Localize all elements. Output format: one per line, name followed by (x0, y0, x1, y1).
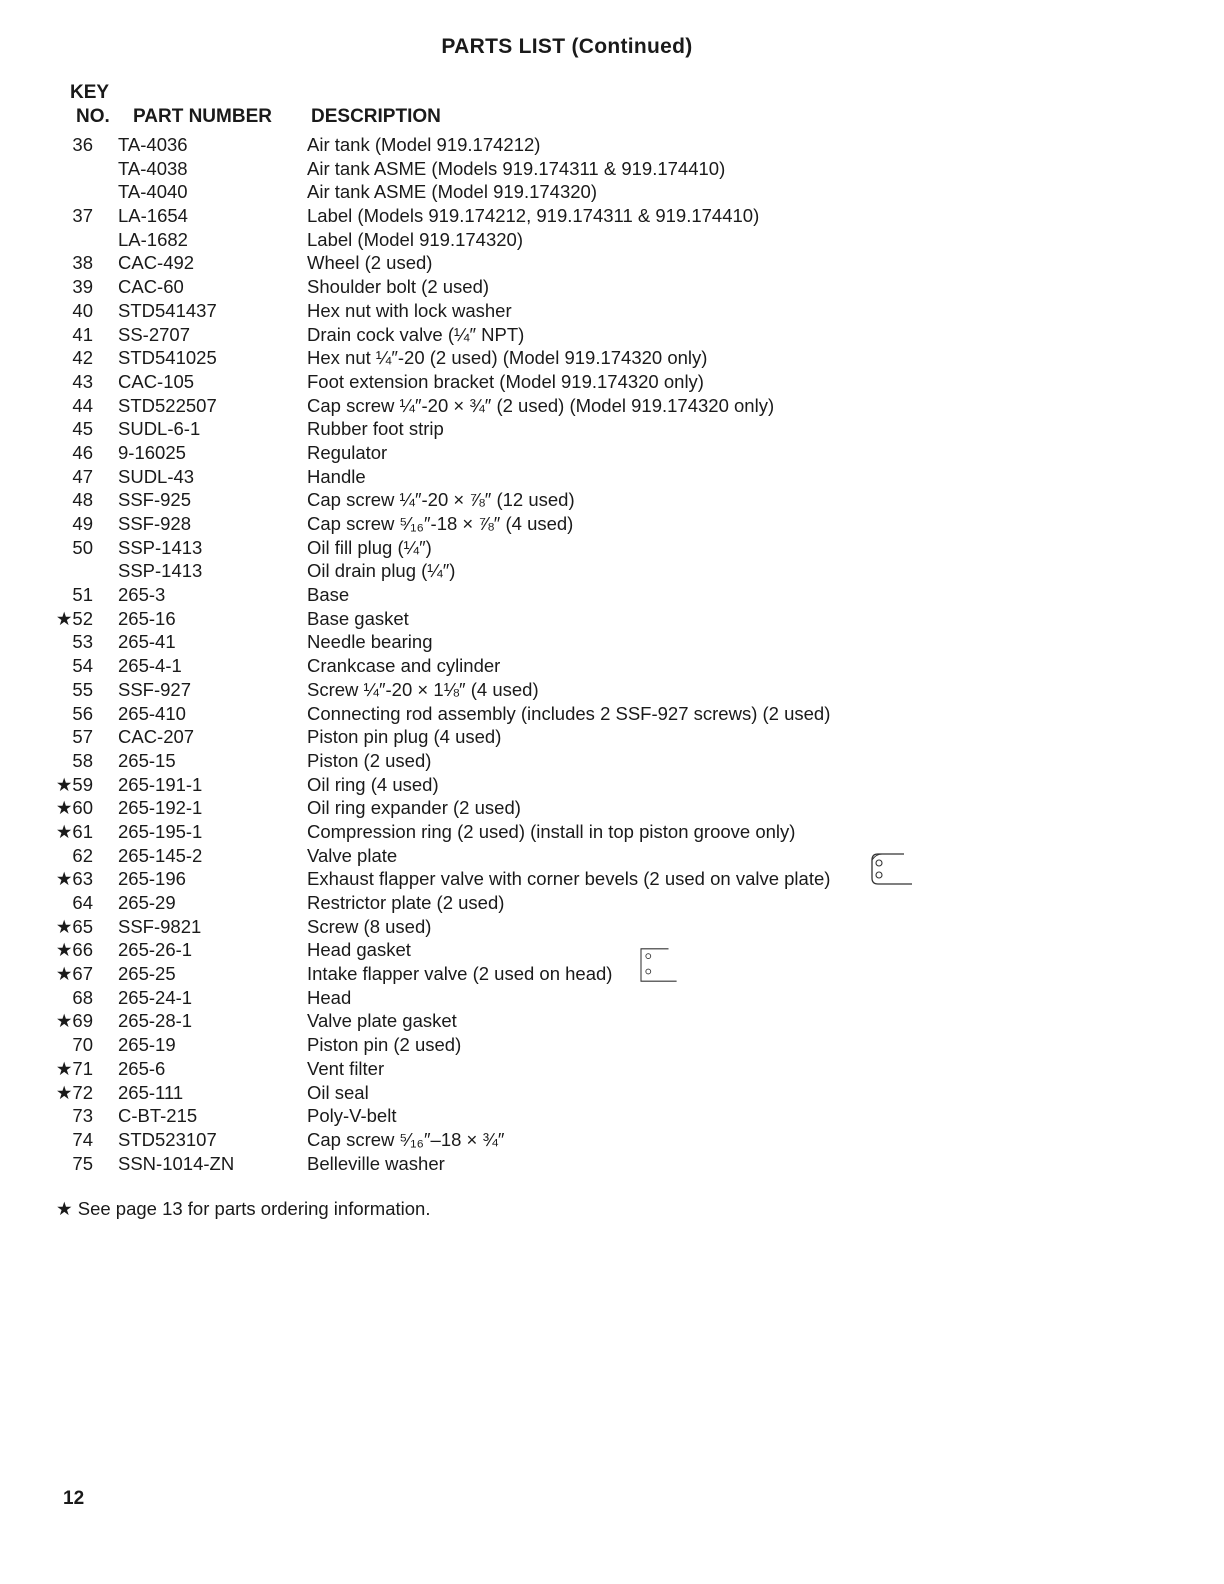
parts-row (0, 583, 1224, 607)
parts-row (0, 251, 1224, 275)
key-number: 42 (72, 347, 93, 369)
parts-row (0, 370, 1224, 394)
parts-row (0, 1152, 1224, 1176)
parts-row (0, 488, 1224, 512)
exhaust-flapper-valve-icon (868, 851, 912, 885)
part-number: SUDL-43 (118, 465, 195, 487)
part-description: Wheel (2 used) (307, 252, 433, 274)
part-description: Crankcase and cylinder (307, 655, 501, 677)
parts-row (0, 1057, 1224, 1081)
part-number: 265-16 (118, 607, 176, 629)
parts-row (0, 157, 1224, 181)
part-number: LA-1654 (118, 205, 188, 227)
part-number: 265-29 (118, 892, 176, 913)
parts-row (0, 228, 1224, 252)
parts-row (0, 630, 1224, 654)
part-number: C-BT-215 (118, 1105, 198, 1127)
key-number: 43 (72, 370, 93, 392)
key-number: 70 (72, 1034, 93, 1056)
part-number: STD541025 (118, 347, 217, 369)
part-description: Drain cock valve (¼″ NPT) (307, 323, 525, 345)
key-number: ★59 (55, 773, 93, 795)
parts-row (0, 607, 1224, 631)
key-number: 40 (72, 299, 93, 321)
part-description: Head (307, 986, 352, 1008)
part-description: Air tank (Model 919.174212) (307, 134, 541, 155)
part-number: STD541437 (118, 299, 217, 321)
parts-row (0, 962, 1224, 986)
part-description: Valve plate gasket (307, 1010, 457, 1032)
part-description: Connecting rod assembly (includes 2 SSF-927 screws) (2 used) (307, 702, 831, 724)
parts-row (0, 394, 1224, 418)
key-number: 57 (72, 726, 93, 748)
part-description: Air tank ASME (Models 919.174311 & 919.174410) (307, 157, 726, 179)
key-number: 38 (72, 252, 93, 274)
parts-row (0, 1009, 1224, 1033)
header-part-number: PART NUMBER (133, 106, 272, 127)
part-description: Restrictor plate (2 used) (307, 892, 505, 913)
part-description: Hex nut ¼″-20 (2 used) (Model 919.174320 only) (307, 347, 708, 369)
part-number: SSP-1413 (118, 560, 203, 582)
parts-row (0, 1104, 1224, 1128)
key-number: ★71 (55, 1057, 93, 1079)
part-number: TA-4040 (118, 181, 188, 203)
key-number: 41 (72, 323, 93, 345)
part-description: Vent filter (307, 1057, 385, 1079)
key-number: 47 (72, 465, 93, 487)
part-number: CAC-207 (118, 726, 195, 748)
part-number: 265-4-1 (118, 655, 182, 677)
parts-row (0, 465, 1224, 489)
part-number: 265-28-1 (118, 1010, 193, 1032)
key-number: 53 (72, 631, 93, 653)
part-number: 265-195-1 (118, 820, 203, 842)
part-number: 265-192-1 (118, 797, 203, 819)
parts-row (0, 891, 1224, 915)
key-number: ★61 (55, 820, 93, 842)
part-number: STD522507 (118, 394, 217, 416)
part-description: Screw (8 used) (307, 915, 432, 937)
part-number: TA-4038 (118, 157, 188, 179)
part-number: SUDL-6-1 (118, 418, 201, 440)
parts-row (0, 938, 1224, 962)
part-description: Base (307, 584, 350, 606)
part-description: Cap screw ¼″-20 × ¾″ (2 used) (Model 919.174320 only) (307, 394, 775, 416)
key-number: ★52 (55, 607, 93, 629)
part-number: SSF-927 (118, 678, 192, 700)
part-number: 265-19 (118, 1034, 176, 1056)
page-number: 12 (63, 1488, 85, 1509)
part-number: LA-1682 (118, 228, 188, 250)
part-number: TA-4036 (118, 134, 188, 155)
key-number: 48 (72, 489, 93, 511)
parts-row (0, 678, 1224, 702)
key-number: 64 (72, 892, 93, 913)
parts-row (0, 536, 1224, 560)
part-description: Needle bearing (307, 631, 433, 653)
part-number: 265-24-1 (118, 986, 193, 1008)
key-number: ★65 (55, 915, 93, 937)
part-description: Rubber foot strip (307, 418, 444, 440)
part-number: SSN-1014-ZN (118, 1152, 235, 1174)
key-number: 49 (72, 513, 93, 534)
key-number: 44 (72, 394, 93, 416)
key-number: ★66 (55, 939, 93, 961)
part-description: Base gasket (307, 607, 409, 629)
part-number: STD523107 (118, 1128, 217, 1150)
key-number: 46 (72, 441, 93, 463)
parts-row (0, 417, 1224, 441)
parts-row (0, 867, 1224, 891)
part-number: 9-16025 (118, 441, 186, 463)
intake-flapper-valve-icon (636, 948, 680, 982)
key-number: 62 (72, 844, 93, 866)
header-key-line1: KEY (70, 82, 110, 103)
part-number: 265-25 (118, 963, 176, 985)
part-number: SSF-9821 (118, 915, 202, 937)
part-description: Cap screw ¼″-20 × ⅞″ (12 used) (307, 489, 575, 511)
parts-row (0, 204, 1224, 228)
key-number: 50 (72, 536, 93, 558)
parts-list (0, 133, 1224, 1175)
key-number: 58 (72, 749, 93, 771)
part-description: Exhaust flapper valve with corner bevels (2 used on valve plate) (307, 868, 831, 890)
part-number: 265-6 (118, 1057, 166, 1079)
parts-row (0, 820, 1224, 844)
part-description: Oil ring expander (2 used) (307, 797, 521, 819)
parts-row (0, 702, 1224, 726)
header-key-line2: NO. (76, 106, 110, 127)
key-number: 55 (72, 678, 93, 700)
part-description: Shoulder bolt (2 used) (307, 276, 490, 298)
part-description: Oil fill plug (¼″) (307, 536, 432, 558)
part-description: Label (Models 919.174212, 919.174311 & 919.174410) (307, 205, 760, 227)
parts-row (0, 346, 1224, 370)
key-number: ★63 (55, 868, 93, 890)
part-description: Oil drain plug (¼″) (307, 560, 456, 582)
parts-row (0, 323, 1224, 347)
key-number: ★69 (55, 1010, 93, 1032)
part-description: Piston pin (2 used) (307, 1034, 462, 1056)
part-description: Cap screw ⁵⁄₁₆″-18 × ⅞″ (4 used) (307, 513, 574, 534)
part-description: Air tank ASME (Model 919.174320) (307, 181, 597, 203)
part-description: Head gasket (307, 939, 411, 961)
part-number: SSF-925 (118, 489, 192, 511)
key-number: ★60 (55, 797, 93, 819)
parts-row (0, 749, 1224, 773)
parts-row (0, 844, 1224, 868)
parts-row (0, 559, 1224, 583)
part-number: CAC-60 (118, 276, 184, 298)
part-description: Foot extension bracket (Model 919.174320 only) (307, 370, 704, 392)
parts-row (0, 1033, 1224, 1057)
key-number: 45 (72, 418, 93, 440)
key-number: 74 (72, 1128, 93, 1150)
part-number: 265-191-1 (118, 773, 203, 795)
parts-row (0, 512, 1224, 536)
part-description: Belleville washer (307, 1152, 445, 1174)
key-number: 73 (72, 1105, 93, 1127)
parts-row (0, 796, 1224, 820)
part-number: 265-410 (118, 702, 186, 724)
part-number: 265-111 (118, 1081, 184, 1103)
part-description: Oil seal (307, 1081, 369, 1103)
part-description: Oil ring (4 used) (307, 773, 439, 795)
key-number: ★67 (55, 963, 93, 985)
part-number: 265-196 (118, 868, 186, 890)
key-number: 68 (72, 986, 93, 1008)
part-description: Poly-V-belt (307, 1105, 397, 1127)
part-number: 265-41 (118, 631, 176, 653)
page-title: PARTS LIST (Continued) (441, 35, 693, 58)
parts-row (0, 986, 1224, 1010)
part-number: 265-145-2 (118, 844, 203, 866)
header-description: DESCRIPTION (311, 106, 441, 127)
part-number: SS-2707 (118, 323, 190, 345)
parts-row (0, 1128, 1224, 1152)
parts-row (0, 1081, 1224, 1105)
part-number: SSF-928 (118, 513, 192, 534)
part-description: Valve plate (307, 844, 398, 866)
key-number: ★72 (55, 1081, 93, 1103)
part-description: Hex nut with lock washer (307, 299, 512, 321)
parts-row (0, 299, 1224, 323)
part-description: Intake flapper valve (2 used on head) (307, 963, 613, 985)
part-description: Cap screw ⁵⁄₁₆″–18 × ¾″ (307, 1128, 505, 1150)
part-description: Label (Model 919.174320) (307, 228, 523, 250)
part-description: Compression ring (2 used) (install in top piston groove only) (307, 820, 796, 842)
key-number: 75 (72, 1152, 93, 1174)
key-number: 51 (72, 584, 93, 606)
parts-row (0, 275, 1224, 299)
part-number: 265-26-1 (118, 939, 193, 961)
part-description: Screw ¼″-20 × 1⅛″ (4 used) (307, 678, 539, 700)
part-description: Handle (307, 465, 366, 487)
parts-row (0, 654, 1224, 678)
part-number: CAC-492 (118, 252, 195, 274)
part-description: Piston pin plug (4 used) (307, 726, 502, 748)
parts-row (0, 725, 1224, 749)
key-number: 54 (72, 655, 93, 677)
part-number: 265-3 (118, 584, 166, 606)
key-number: 37 (72, 205, 93, 227)
parts-row (0, 180, 1224, 204)
part-description: Piston (2 used) (307, 749, 432, 771)
key-number: 56 (72, 702, 93, 724)
parts-row (0, 133, 1224, 157)
part-number: CAC-105 (118, 370, 195, 392)
parts-row (0, 915, 1224, 939)
parts-row (0, 441, 1224, 465)
key-number: 36 (72, 134, 93, 155)
part-number: 265-15 (118, 749, 176, 771)
part-description: Regulator (307, 441, 388, 463)
key-number: 39 (72, 276, 93, 298)
footnote: ★ See page 13 for parts ordering information. (56, 1198, 431, 1219)
parts-row (0, 773, 1224, 797)
part-number: SSP-1413 (118, 536, 203, 558)
